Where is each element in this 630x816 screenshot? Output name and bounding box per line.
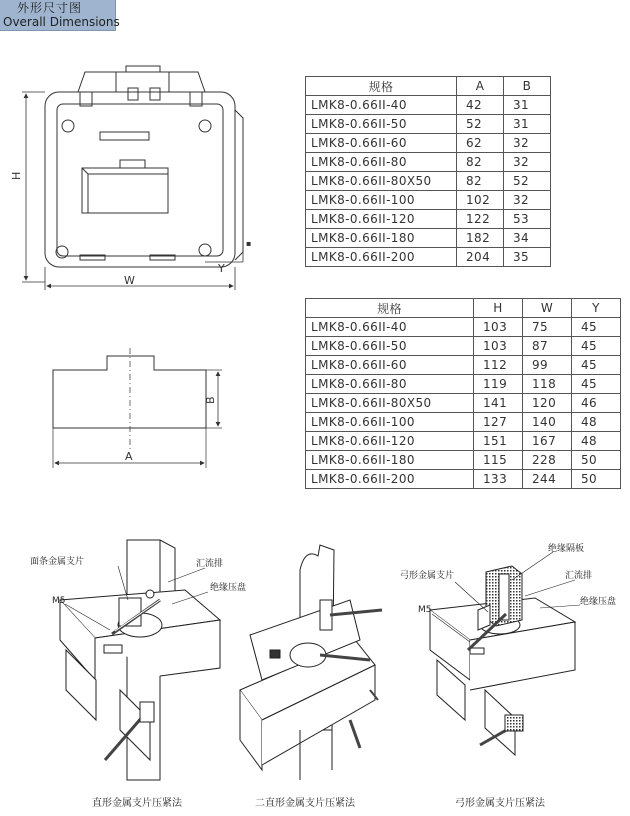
model-cell: LMK8-0.66II-120	[306, 210, 457, 229]
value-cell: 52	[504, 172, 551, 191]
value-cell: 120	[523, 394, 572, 413]
model-cell: LMK8-0.66II-50	[306, 337, 474, 356]
value-cell: 228	[523, 451, 572, 470]
value-cell: 46	[572, 394, 621, 413]
value-cell: 122	[457, 210, 504, 229]
model-cell: LMK8-0.66II-200	[306, 470, 474, 489]
spec-table-ab	[305, 76, 551, 267]
value-cell: 127	[474, 413, 523, 432]
value-cell: 75	[523, 318, 572, 337]
label-m5-left: M5	[52, 596, 66, 606]
value-cell: 102	[457, 191, 504, 210]
model-cell: LMK8-0.66II-180	[306, 451, 474, 470]
label-bus-left: 汇流排	[196, 559, 224, 569]
table-row	[306, 470, 621, 489]
header-title-zh: 外形尺寸图	[17, 1, 83, 15]
label-insulator-right: 绝缘隔板	[548, 544, 585, 554]
label-bus-right: 汇流排	[565, 571, 593, 581]
value-cell: 42	[457, 96, 504, 115]
table-header-cell: 规格	[306, 299, 474, 318]
value-cell: 244	[523, 470, 572, 489]
value-cell: 103	[474, 337, 523, 356]
table-row	[306, 191, 551, 210]
value-cell: 204	[457, 248, 504, 267]
value-cell: 62	[457, 134, 504, 153]
value-cell: 45	[572, 356, 621, 375]
model-cell: LMK8-0.66II-80X50	[306, 172, 457, 191]
illustration-bow-plate	[430, 566, 575, 755]
table-header-row	[306, 299, 621, 318]
label-w: W	[124, 274, 135, 287]
section-view-drawing	[53, 348, 222, 468]
table-header-cell: W	[523, 299, 572, 318]
value-cell: 133	[474, 470, 523, 489]
table-header-cell: Y	[572, 299, 621, 318]
table-row	[306, 134, 551, 153]
label-pad-left: 绝缘压盘	[210, 583, 247, 593]
table-header-cell: A	[457, 77, 504, 96]
table-row	[306, 210, 551, 229]
table-row	[306, 337, 621, 356]
table-row	[306, 115, 551, 134]
table-row	[306, 318, 621, 337]
model-cell: LMK8-0.66II-50	[306, 115, 457, 134]
value-cell: 31	[504, 115, 551, 134]
table-row	[306, 451, 621, 470]
label-y: Y	[218, 262, 225, 275]
tick-mark: ▪	[246, 239, 252, 248]
value-cell: 50	[572, 451, 621, 470]
value-cell: 115	[474, 451, 523, 470]
value-cell: 45	[572, 318, 621, 337]
value-cell: 182	[457, 229, 504, 248]
value-cell: 32	[504, 191, 551, 210]
label-h: H	[10, 171, 23, 180]
label-plate-right: 弓形金属支片	[400, 571, 455, 581]
value-cell: 112	[474, 356, 523, 375]
value-cell: 151	[474, 432, 523, 451]
table-row	[306, 432, 621, 451]
illustration-straight-plate	[60, 540, 220, 780]
value-cell: 119	[474, 375, 523, 394]
value-cell: 103	[474, 318, 523, 337]
value-cell: 82	[457, 153, 504, 172]
model-cell: LMK8-0.66II-100	[306, 413, 474, 432]
spec-table-hwy	[305, 298, 621, 489]
table-row	[306, 356, 621, 375]
value-cell: 167	[523, 432, 572, 451]
label-a: A	[125, 450, 133, 463]
value-cell: 140	[523, 413, 572, 432]
table-row	[306, 153, 551, 172]
value-cell: 32	[504, 134, 551, 153]
model-cell: LMK8-0.66II-80	[306, 153, 457, 172]
caption-left: 直形金属支片压紧法	[92, 798, 182, 809]
table-header-row	[306, 77, 551, 96]
table-row	[306, 375, 621, 394]
header-title-en: Overall Dimensions	[3, 15, 120, 29]
value-cell: 118	[523, 375, 572, 394]
model-cell: LMK8-0.66II-60	[306, 356, 474, 375]
value-cell: 45	[572, 337, 621, 356]
value-cell: 99	[523, 356, 572, 375]
model-cell: LMK8-0.66II-60	[306, 134, 457, 153]
table-row	[306, 172, 551, 191]
label-pad-right: 绝缘压盘	[580, 597, 617, 607]
model-cell: LMK8-0.66II-80	[306, 375, 474, 394]
value-cell: 87	[523, 337, 572, 356]
value-cell: 48	[572, 413, 621, 432]
label-b: B	[204, 396, 217, 404]
value-cell: 52	[457, 115, 504, 134]
label-plate-left: 面条金属支片	[30, 557, 85, 567]
value-cell: 32	[504, 153, 551, 172]
table-row	[306, 413, 621, 432]
value-cell: 141	[474, 394, 523, 413]
value-cell: 31	[504, 96, 551, 115]
model-cell: LMK8-0.66II-100	[306, 191, 457, 210]
table-header-cell: B	[504, 77, 551, 96]
value-cell: 48	[572, 432, 621, 451]
model-cell: LMK8-0.66II-40	[306, 318, 474, 337]
table-row	[306, 248, 551, 267]
table-row	[306, 394, 621, 413]
caption-right: 弓形金属支片压紧法	[455, 798, 545, 809]
caption-middle: 二直形金属支片压紧法	[255, 798, 355, 809]
table-header-cell: 规格	[306, 77, 457, 96]
value-cell: 45	[572, 375, 621, 394]
value-cell: 82	[457, 172, 504, 191]
table-row	[306, 229, 551, 248]
model-cell: LMK8-0.66II-200	[306, 248, 457, 267]
table-row	[306, 96, 551, 115]
model-cell: LMK8-0.66II-120	[306, 432, 474, 451]
value-cell: 53	[504, 210, 551, 229]
table-header-cell: H	[474, 299, 523, 318]
illustration-double-plate	[240, 545, 382, 780]
value-cell: 35	[504, 248, 551, 267]
model-cell: LMK8-0.66II-40	[306, 96, 457, 115]
model-cell: LMK8-0.66II-80X50	[306, 394, 474, 413]
label-m5-right: M5	[418, 605, 432, 615]
model-cell: LMK8-0.66II-180	[306, 229, 457, 248]
value-cell: 34	[504, 229, 551, 248]
front-view-drawing	[45, 66, 243, 267]
value-cell: 50	[572, 470, 621, 489]
